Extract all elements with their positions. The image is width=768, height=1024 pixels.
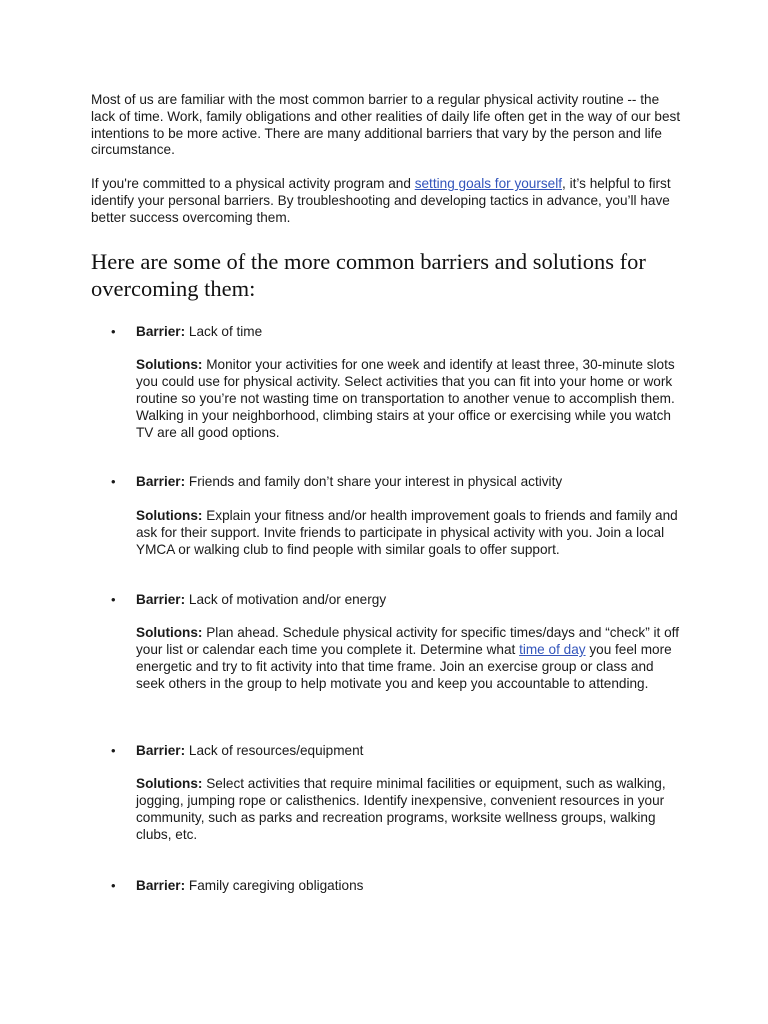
barrier-text: Lack of resources/equipment (188, 742, 364, 758)
barrier-list (91, 324, 681, 895)
intro-paragraph-1: Most of us are familiar with the most common barrier to a regular physical activity routine -- the lack of time. Work, family obligations and other realities of daily life often get in the way of our best intentions to be more active. There are many additional barriers that vary by the person and life circumstance. (91, 92, 681, 158)
intro-paragraph-2-start: If you're committed to a physical activity program and (91, 176, 415, 192)
barrier-label: Barrier: (136, 474, 186, 490)
solutions-label: Solutions: (136, 357, 203, 373)
solutions-line (136, 357, 681, 441)
barrier-text: Lack of time (188, 323, 263, 339)
document-page (91, 92, 681, 911)
solutions-text: Explain your fitness and/or health improvement goals to friends and family and ask for their support. Invite friends to participate in physical activity with you. Join a local YMCA or walking club to find people with similar goals to offer support. (136, 508, 678, 557)
bullet-icon: • (111, 877, 116, 893)
intro-paragraph-2-end: , it’s helpful to first identify your personal barriers. By troubleshooting and developing tactics in advance, you’ll have better success overcoming them. (91, 176, 671, 225)
intro-paragraph-2 (91, 176, 681, 226)
section-heading: Here are some of the more common barriers and solutions for overcoming them: (91, 248, 646, 301)
solutions-text-end: you feel more energetic and try to fit activity into that time frame. Join an exercise group or class and seek others in the group to help motivate you and keep you accountable to attending. (136, 642, 672, 691)
setting-goals-link[interactable]: setting goals for yourself (414, 176, 563, 192)
solutions-text: Monitor your activities for one week and identify at least three, 30-minute slots you could use for physical activity. Select activities that you can fit into your home or work routine so you’re not wasting time on transportation to another venue to accomplish them. Walking in your neighborhood, climbing stairs at your office or exercising while you watch TV are all good options. (136, 357, 675, 440)
barrier-text: Friends and family don’t share your interest in physical activity (188, 474, 563, 490)
barrier-text: Lack of motivation and/or energy (188, 591, 387, 607)
bullet-icon: • (111, 591, 116, 607)
solutions-label: Solutions: (136, 625, 203, 641)
barrier-item-lack-of-time (91, 324, 681, 442)
solutions-label: Solutions: (136, 508, 203, 524)
barrier-line (136, 743, 681, 760)
barrier-item-friends-family (91, 474, 681, 558)
barrier-label: Barrier: (136, 323, 186, 339)
barrier-line (136, 592, 681, 609)
bullet-icon: • (111, 323, 116, 339)
barrier-label: Barrier: (136, 591, 186, 607)
barrier-line (136, 474, 681, 491)
time-of-day-link[interactable]: time of day (519, 642, 586, 658)
barrier-line (136, 324, 681, 341)
solutions-line (136, 625, 681, 692)
barrier-item-motivation (91, 592, 681, 693)
barrier-line (136, 878, 681, 895)
solutions-text-start: Plan ahead. Schedule physical activity for specific times/days and “check” it off your list or calendar each time you complete it. Determine what (136, 625, 679, 658)
bullet-icon: • (111, 742, 116, 758)
solutions-text: Select activities that require minimal facilities or equipment, such as walking, jogging, jumping rope or calisthenics. Identify inexpensive, convenient resources in your community, such as parks and recreation programs, worksite wellness groups, walking clubs, etc. (136, 776, 666, 842)
barrier-label: Barrier: (136, 877, 186, 893)
barrier-item-caregiving (91, 878, 681, 895)
barrier-item-resources (91, 743, 681, 844)
bullet-icon: • (111, 474, 116, 490)
barrier-text: Family caregiving obligations (188, 877, 364, 893)
solutions-label: Solutions: (136, 776, 203, 792)
solutions-line (136, 776, 681, 843)
solutions-line (136, 508, 681, 558)
barrier-label: Barrier: (136, 742, 186, 758)
